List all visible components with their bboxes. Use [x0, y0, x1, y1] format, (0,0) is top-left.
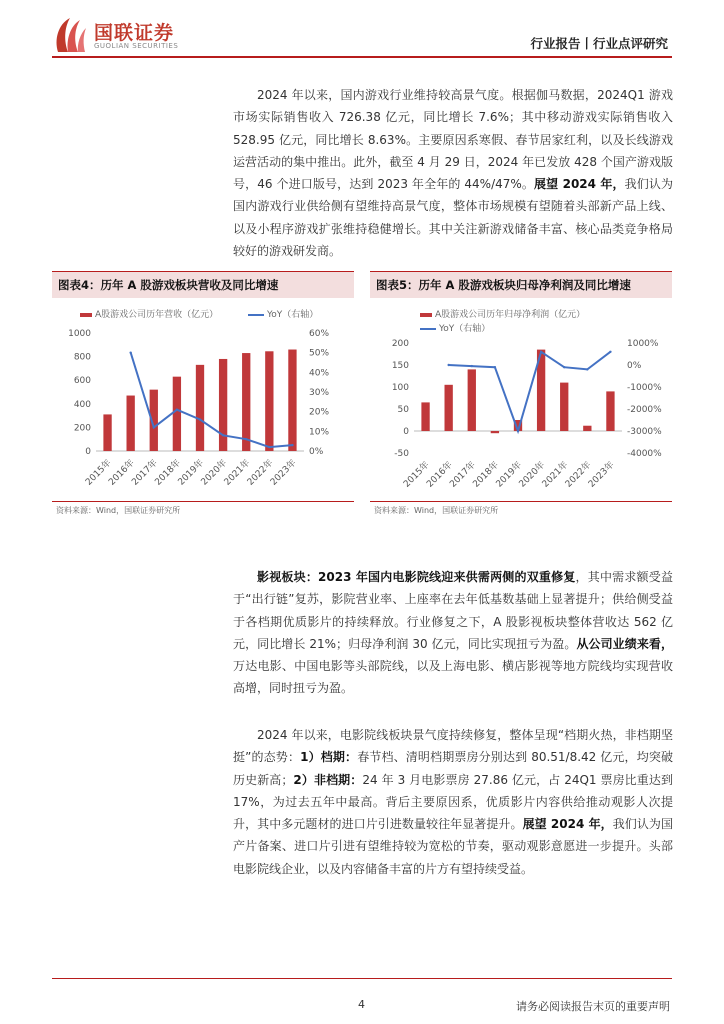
data-bar [173, 377, 181, 451]
figure-5-rule [370, 501, 672, 502]
legend-bar-swatch [420, 313, 432, 317]
x-tick-label: 2021年 [540, 460, 571, 490]
y-right-tick-label: 50% [309, 348, 330, 359]
data-bar [445, 385, 453, 431]
paragraph-cinema [233, 724, 673, 880]
data-bar [196, 365, 204, 451]
y-left-tick-label: -50 [394, 449, 409, 459]
footer-disclaimer: 请务必阅读报告末页的重要声明 [516, 1000, 670, 1013]
yoy-point [222, 434, 224, 436]
header-divider [52, 56, 672, 58]
paragraph-cinema-c: 春节档、清明档期票房分别达到 80.51/8.42 亿元，均突破历史新高； [233, 750, 673, 787]
x-tick-label: 2023年 [268, 458, 299, 488]
figure-4-legend-bar [80, 307, 218, 320]
figure-5-title: 图表5：历年 A 股游戏板块归母净利润及同比增速 [370, 271, 672, 298]
data-bar [468, 369, 476, 431]
yoy-point [517, 430, 519, 432]
figure-5 [370, 271, 672, 515]
data-bar [242, 353, 250, 451]
yoy-point [494, 366, 496, 368]
paragraph-cinema-b1: 1）档期： [300, 750, 358, 765]
yoy-point [447, 364, 449, 366]
x-tick-label: 2022年 [245, 458, 276, 488]
x-tick-label: 2017年 [130, 458, 160, 488]
paragraph-film [233, 566, 673, 700]
paragraph-cinema-b3: 展望 2024 年， [522, 817, 613, 832]
paragraph-games-text: 2024 年以来，国内游戏行业维持较高景气度。根据伽马数据，2024Q1 游戏市场实际销售收入 726.38 亿元，同比增长 7.6%；其中移动游戏实际销售收入 528.95 亿元，同比增长 8.63%。主要原因系寒假、春节居家红利，以及长线游戏运营活动的集中推出。此外，截至 4 月 29 日，2024 年已发放 428 个国产游戏版号，46 个进口版号，达到 2023 年全年的 44%/47%。 [233, 88, 673, 192]
report-type-label: 行业报告丨行业点评研究 [530, 36, 668, 51]
y-left-tick-label: 1000 [68, 329, 91, 339]
page-number: 4 [358, 998, 365, 1011]
y-right-tick-label: -1000% [627, 383, 662, 393]
company-logo [52, 16, 192, 56]
figure-5-legend-bar-label: A股游戏公司历年归母净利润（亿元） [435, 310, 586, 320]
y-left-tick-label: 50 [397, 405, 409, 415]
data-bar [103, 414, 111, 451]
paragraph-cinema-e: 我们认为国产片备案、进口片引进有望维持较为宽松的节奏，驱动观影意愿进一步提升。头部电影院线企业，以及内容储备丰富的片方有望持续受益。 [233, 817, 673, 876]
y-right-tick-label: 40% [309, 368, 330, 379]
yoy-point [153, 426, 155, 428]
data-bar [583, 426, 591, 431]
figure-4-chart [52, 321, 354, 501]
y-left-tick-label: 0 [85, 447, 91, 457]
paragraph-games-bold: 展望 2024 年， [534, 177, 625, 192]
yoy-point [586, 368, 588, 370]
paragraph-film-tail: 万达电影、中国电影等头部院线，以及上海电影、横店影视等地方院线均实现营收高增，同时扭亏为盈。 [233, 659, 673, 696]
logo-mark-icon [52, 16, 88, 54]
x-tick-label: 2018年 [471, 460, 502, 490]
paragraph-film-bold: 影视板块：2023 年国内电影院线迎来供需两侧的双重修复 [257, 570, 576, 584]
y-right-tick-label: -2000% [627, 405, 662, 415]
paragraph-cinema-d: 24 年 3 月电影票房 27.86 亿元，占 24Q1 票房比重达到 17%，为过去五年中最高。背后主要原因系，优质影片内容供给推动观影人次提升，其中多元题材的进口片引进数量较往年显著提升。 [233, 772, 673, 832]
x-tick-label: 2018年 [153, 458, 184, 488]
figure-4-legend-bar-label: A股游戏公司历年营收（亿元） [95, 310, 219, 320]
x-tick-label: 2022年 [563, 460, 594, 490]
x-tick-label: 2019年 [494, 460, 525, 490]
logo-text-cn: 国联证券 [94, 22, 175, 44]
yoy-point [245, 438, 247, 440]
legend-line-swatch [420, 328, 436, 330]
yoy-point [176, 409, 178, 411]
yoy-point [268, 446, 270, 448]
yoy-point [471, 365, 473, 367]
figure-5-source: 资料来源：Wind，国联证券研究所 [374, 506, 499, 515]
x-tick-label: 2020年 [199, 458, 230, 488]
figure-4-title: 图表4：历年 A 股游戏板块营收及同比增速 [52, 271, 354, 298]
y-left-tick-label: 0 [403, 427, 409, 437]
legend-line-swatch [248, 314, 264, 316]
x-tick-label: 2016年 [107, 458, 137, 488]
yoy-point [129, 351, 131, 353]
y-right-tick-label: 0% [627, 361, 642, 371]
x-tick-label: 2020年 [517, 460, 548, 490]
y-left-tick-label: 600 [73, 376, 91, 387]
x-tick-label: 2017年 [448, 460, 478, 490]
x-tick-label: 2021年 [222, 458, 253, 488]
x-tick-label: 2016年 [425, 460, 455, 490]
data-bar [606, 391, 614, 431]
figure-4 [52, 271, 354, 515]
yoy-point [563, 366, 565, 368]
x-tick-label: 2019年 [176, 458, 207, 488]
data-bar [127, 396, 135, 451]
paragraph-cinema-a: 2024 年以来，电影院线板块景气度持续修复，整体呈现“档期火热，非档期坚挺”的态势： [233, 728, 673, 765]
paragraph-film-bold2: 从公司业绩来看， [576, 636, 673, 651]
x-tick-label: 2015年 [84, 458, 114, 488]
figure-5-legend-line-label: YoY（右轴） [439, 324, 491, 334]
figure-5-legend-bar [420, 307, 585, 320]
page-header [0, 0, 724, 62]
y-right-tick-label: 60% [309, 329, 330, 339]
y-right-tick-label: 30% [309, 388, 330, 398]
x-tick-label: 2015年 [402, 460, 432, 490]
y-left-tick-label: 200 [391, 339, 409, 349]
y-left-tick-label: 800 [73, 352, 91, 363]
y-right-tick-label: 1000% [627, 339, 659, 349]
y-right-tick-label: 0% [309, 447, 324, 457]
yoy-point [540, 351, 542, 353]
data-bar [219, 359, 227, 451]
y-left-tick-label: 400 [73, 399, 91, 410]
data-bar [491, 431, 499, 433]
logo-text-en: GUOLIAN SECURITIES [94, 42, 179, 50]
paragraph-games [233, 84, 673, 262]
yoy-point [609, 351, 611, 353]
data-bar [265, 351, 273, 451]
y-right-tick-label: -3000% [627, 427, 662, 437]
figure-4-legend-line-label: YoY（右轴） [267, 310, 319, 320]
figure-4-legend-line [248, 307, 318, 320]
data-bar [560, 383, 568, 431]
y-left-tick-label: 150 [391, 361, 409, 371]
x-tick-label: 2023年 [586, 460, 617, 490]
y-left-tick-label: 100 [391, 383, 409, 393]
figure-4-rule [52, 501, 354, 502]
data-bar [421, 402, 429, 431]
paragraph-film-text: ，其中需求额受益于“出行链”复苏，影院营业率、上座率在去年低基数基础上显著提升；供给侧受益于各档期优质影片的持续释放。行业修复之下，A 股影视板块整体营收达 562 亿元，同比增长 21%；归母净利润 30 亿元，同比实现扭亏为盈。 [233, 570, 673, 651]
data-bar [288, 350, 296, 451]
y-right-tick-label: -4000% [627, 449, 662, 459]
yoy-point [199, 418, 201, 420]
yoy-point [291, 444, 293, 446]
figure-5-chart [370, 333, 672, 503]
y-right-tick-label: 20% [309, 407, 330, 418]
y-right-tick-label: 10% [309, 427, 330, 438]
legend-bar-swatch [80, 313, 92, 317]
footer-divider [52, 978, 672, 979]
figure-4-source: 资料来源：Wind，国联证券研究所 [56, 506, 181, 515]
y-left-tick-label: 200 [73, 423, 91, 434]
paragraph-cinema-b2: 2）非档期： [293, 772, 363, 787]
paragraph-games-tail: 我们认为国内游戏行业供给侧有望维持高景气度，整体市场规模有望随着头部新产品上线、以及小程序游戏扩张维持稳健增长。其中关注新游戏储备丰富、核心品类竞争格局较好的游戏研发商。 [233, 177, 673, 259]
